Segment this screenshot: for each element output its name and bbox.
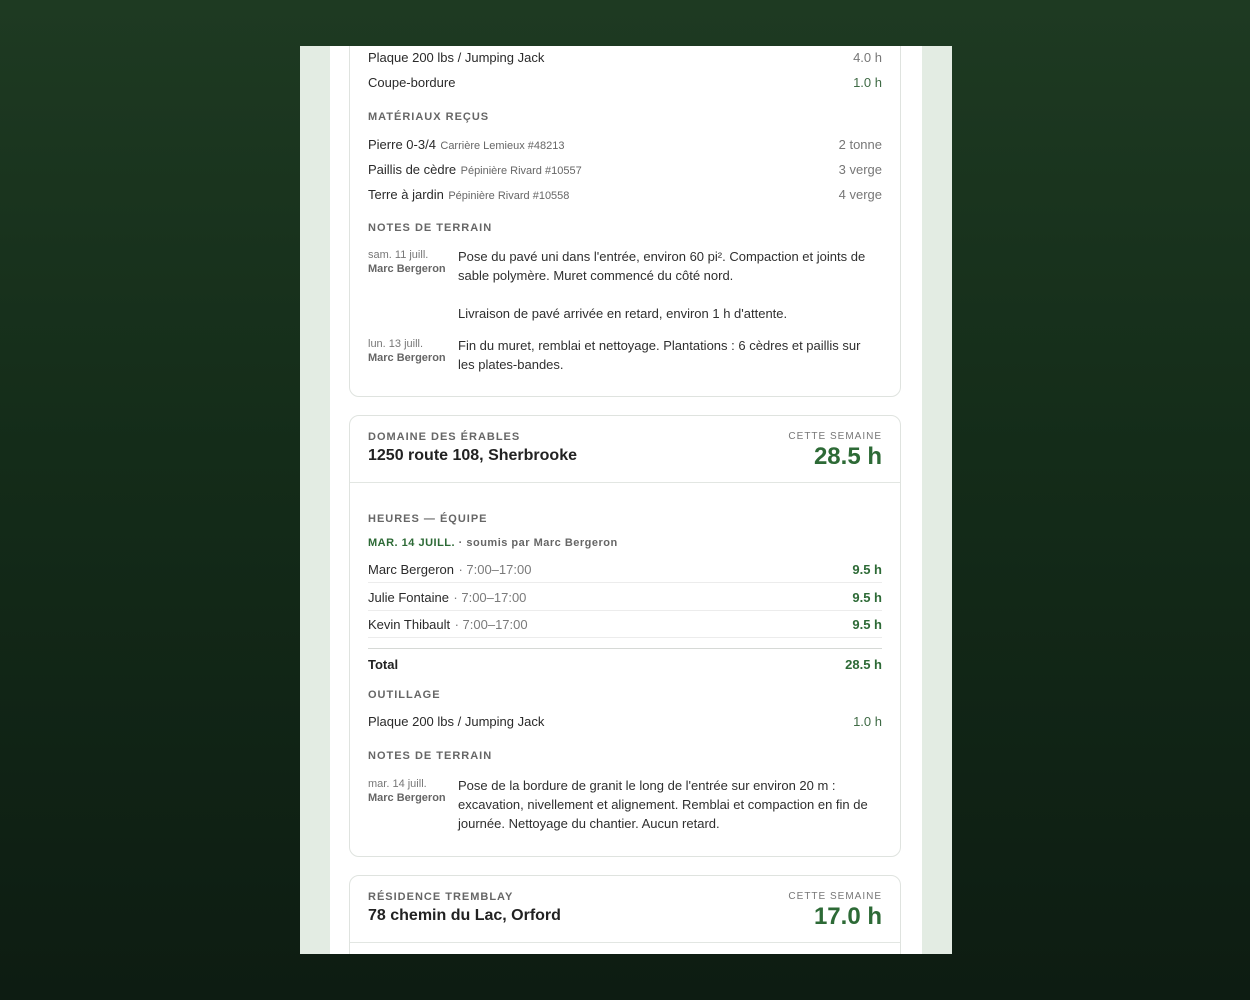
site-address[interactable]: 1250 route 108, Sherbrooke <box>368 447 577 464</box>
note-paragraph: Fin du muret, remblai et nettoyage. Plantations : 6 cèdres et paillis sur les plates-bandes. <box>458 338 861 372</box>
note-author: Marc Bergeron <box>368 792 446 804</box>
note-paragraph: Pose du pavé uni dans l'entrée, environ 60 pi². Compaction et joints de sable polymère. Muret commencé du côté nord. <box>458 249 866 283</box>
material-row <box>368 186 882 204</box>
note-date: sam. 11 juill. <box>368 249 429 261</box>
material-row <box>368 136 882 154</box>
header-divider <box>350 942 900 943</box>
material-source: Carrière Lemieux #48213 <box>440 140 565 152</box>
note-text <box>458 247 878 323</box>
material-qty: 4 verge <box>838 187 882 202</box>
note-meta <box>368 337 452 365</box>
week-label: CETTE SEMAINE <box>788 891 882 902</box>
week-hours: 28.5 h <box>813 443 882 470</box>
note-text: Pose de la bordure de granit le long de l'entrée sur environ 20 m : excavation, nivellement et alignement. Remblai et compaction en fin de journée. Nettoyage du chantier. Aucun retard. <box>458 778 868 831</box>
material-row <box>368 161 882 179</box>
crew-name: Kevin Thibault <box>368 617 451 632</box>
equipment-hours: 4.0 h <box>853 50 882 65</box>
material-name: Terre à jardin <box>368 187 444 202</box>
crew-time: · 7:00–17:00 <box>458 562 532 577</box>
content-column <box>330 46 922 954</box>
crew-row <box>368 561 882 579</box>
crew-hours-label: HEURES — ÉQUIPE <box>368 513 488 525</box>
material-name: Pierre 0-3/4 <box>368 137 436 152</box>
note-date: lun. 13 juill. <box>368 338 424 350</box>
notes-label: NOTES DE TERRAIN <box>368 222 493 234</box>
site-address[interactable]: 78 chemin du Lac, Orford <box>368 907 561 924</box>
note-meta <box>368 777 452 805</box>
site-card-3[interactable] <box>349 875 901 954</box>
crew-row <box>368 616 882 634</box>
tool-name: Plaque 200 lbs / Jumping Jack <box>368 714 545 729</box>
note-author: Marc Bergeron <box>368 352 446 364</box>
crew-row <box>368 589 882 607</box>
equipment-row <box>368 75 882 90</box>
note-author: Marc Bergeron <box>368 263 446 275</box>
site-card-1 <box>349 46 901 397</box>
page-viewport[interactable] <box>300 46 952 954</box>
material-source: Pépinière Rivard #10557 <box>460 165 582 177</box>
note-text <box>458 336 878 374</box>
tool-hours: 1.0 h <box>853 714 882 729</box>
equipment-hours: 1.0 h <box>853 75 882 90</box>
crew-time: · 7:00–17:00 <box>453 590 527 605</box>
note-date: mar. 14 juill. <box>368 778 427 790</box>
equipment-name: Plaque 200 lbs / Jumping Jack <box>368 50 545 65</box>
note-paragraph: Livraison de pavé arrivée en retard, environ 1 h d'attente. <box>458 306 788 321</box>
header-divider <box>350 482 900 483</box>
week-hours: 17.0 h <box>813 903 882 930</box>
crew-hours: 9.5 h <box>852 617 882 632</box>
crew-time: · 7:00–17:00 <box>454 617 528 632</box>
note-meta <box>368 248 452 276</box>
row-divider <box>368 637 882 638</box>
notes-label: NOTES DE TERRAIN <box>368 750 493 762</box>
day-header <box>368 537 618 549</box>
material-qty: 3 verge <box>838 162 882 177</box>
client-name: RÉSIDENCE TREMBLAY <box>368 891 514 903</box>
client-name: DOMAINE DES ÉRABLES <box>368 431 521 443</box>
tools-label: OUTILLAGE <box>368 689 441 701</box>
week-label: CETTE SEMAINE <box>788 431 882 442</box>
submitted-by: · soumis par Marc Bergeron <box>458 537 618 549</box>
row-divider <box>368 610 882 611</box>
row-divider <box>368 582 882 583</box>
crew-hours: 9.5 h <box>852 562 882 577</box>
crew-name: Julie Fontaine <box>368 590 449 605</box>
equipment-name: Coupe-bordure <box>368 75 456 90</box>
total-hours: 28.5 h <box>845 657 882 672</box>
material-source: Pépinière Rivard #10558 <box>448 190 570 202</box>
material-qty: 2 tonne <box>838 137 882 152</box>
crew-hours: 9.5 h <box>852 590 882 605</box>
day-label: MAR. 14 JUILL. <box>368 537 456 549</box>
site-card-2[interactable] <box>349 415 901 857</box>
crew-name: Marc Bergeron <box>368 562 454 577</box>
tool-row <box>368 714 882 729</box>
total-divider <box>368 648 882 649</box>
total-row <box>368 657 882 672</box>
equipment-row <box>368 50 882 65</box>
total-label: Total <box>368 657 399 672</box>
materials-label: MATÉRIAUX REÇUS <box>368 111 490 123</box>
material-name: Paillis de cèdre <box>368 162 457 177</box>
